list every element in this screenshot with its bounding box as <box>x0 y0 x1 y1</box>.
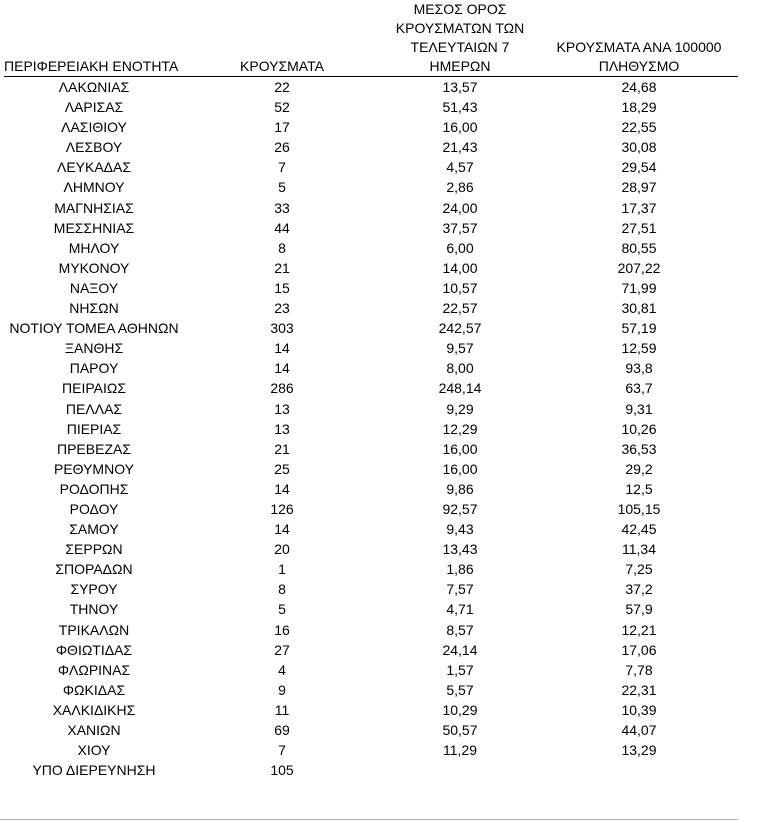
cell-region: ΜΑΓΝΗΣΙΑΣ <box>54 199 134 216</box>
cell-cases: 14 <box>274 480 290 497</box>
cell-region: ΛΑΣΙΘΙΟΥ <box>61 119 127 136</box>
cell-cases: 286 <box>270 380 294 397</box>
cell-region: ΡΟΔΟΥ <box>69 500 119 517</box>
cell-avg7: 9,43 <box>446 521 474 538</box>
table-row <box>4 77 738 98</box>
cell-avg7: 5,57 <box>446 681 474 698</box>
cell-avg7: 24,00 <box>442 199 478 216</box>
table-row <box>4 298 738 318</box>
cell-avg7: 92,57 <box>442 500 478 517</box>
cell-per100k: 17,37 <box>621 199 657 216</box>
cell-region: ΡΕΘΥΜΝΟΥ <box>53 460 134 477</box>
cell-cases: 7 <box>278 159 286 176</box>
cell-cases: 17 <box>274 119 290 136</box>
table-row <box>4 579 738 599</box>
cell-region: ΛΕΣΒΟΥ <box>65 139 123 156</box>
table-row <box>4 358 738 378</box>
header-row <box>4 0 738 77</box>
cell-cases: 9 <box>278 681 286 698</box>
cell-cases: 7 <box>278 742 286 759</box>
cell-avg7: 7,57 <box>446 581 474 598</box>
cell-region: ΤΗΝΟΥ <box>69 601 119 618</box>
cell-avg7: 16,00 <box>442 119 478 136</box>
cell-per100k: 27,51 <box>621 219 657 236</box>
cell-cases: 25 <box>274 460 290 477</box>
cell-per100k: 12,59 <box>621 340 657 357</box>
cell-per100k: 28,97 <box>621 179 657 196</box>
cell-per100k: 93,8 <box>625 360 653 377</box>
cell-region: ΠΡΕΒΕΖΑΣ <box>56 440 131 457</box>
cell-avg7: 9,57 <box>446 340 474 357</box>
cell-avg7: 9,86 <box>446 480 474 497</box>
cell-per100k: 30,81 <box>621 300 657 317</box>
header-per100k: ΚΡΟΥΣΜΑΤΑ ΑΝΑ 100000 ΠΛΗΘΥΣΜΟ <box>540 0 738 77</box>
cell-cases: 13 <box>274 400 290 417</box>
cell-avg7 <box>380 760 540 780</box>
table-row <box>4 137 738 157</box>
cell-avg7: 24,14 <box>442 641 478 658</box>
table-row <box>4 700 738 720</box>
table-row <box>4 439 738 459</box>
table-row <box>4 620 738 640</box>
cell-region: ΛΑΚΩΝΙΑΣ <box>58 79 130 95</box>
cell-cases: 69 <box>274 722 290 738</box>
cell-per100k: 36,53 <box>621 440 657 457</box>
cell-per100k: 13,29 <box>621 742 657 759</box>
cell-avg7: 8,00 <box>446 360 474 377</box>
cell-per100k: 63,7 <box>625 380 653 397</box>
cell-per100k: 207,22 <box>617 259 661 276</box>
cell-per100k: 44,07 <box>621 722 657 738</box>
cell-cases: 23 <box>274 300 290 317</box>
cell-per100k: 42,45 <box>621 521 657 538</box>
cell-cases: 11 <box>274 701 290 718</box>
cell-avg7: 12,29 <box>442 420 478 437</box>
cell-region: ΣΥΡΟΥ <box>70 581 118 598</box>
cell-per100k: 7,78 <box>625 661 653 678</box>
table-row <box>4 157 738 177</box>
cell-per100k: 10,26 <box>621 420 657 437</box>
cell-avg7: 6,00 <box>446 239 474 256</box>
cell-avg7: 1,57 <box>446 661 474 678</box>
table-row <box>4 338 738 358</box>
cell-cases: 26 <box>274 139 290 156</box>
cell-per100k: 105,15 <box>617 500 661 517</box>
cell-region: ΛΕΥΚΑΔΑΣ <box>56 159 132 176</box>
table-row <box>4 479 738 499</box>
cell-cases: 14 <box>274 521 290 538</box>
cell-cases: 22 <box>274 79 290 95</box>
cell-region: ΧΑΝΙΩΝ <box>67 722 121 738</box>
cell-avg7: 242,57 <box>438 320 482 337</box>
cell-cases: 20 <box>274 541 290 558</box>
table-row <box>4 399 738 419</box>
cell-per100k: 7,25 <box>625 561 653 578</box>
table-row <box>4 318 738 338</box>
cell-per100k <box>540 760 738 780</box>
cell-avg7: 9,29 <box>446 400 474 417</box>
cell-avg7: 11,29 <box>443 742 477 759</box>
cell-region: ΠΑΡΟΥ <box>69 360 119 377</box>
cell-region: ΠΙΕΡΙΑΣ <box>66 420 122 437</box>
cell-region: ΣΠΟΡΑΔΩΝ <box>55 561 133 578</box>
cell-region: ΜΥΚΟΝΟΥ <box>58 259 130 276</box>
cell-per100k: 71,99 <box>621 279 657 296</box>
cell-cases: 105 <box>270 762 294 779</box>
header-region: ΠΕΡΙΦΕΡΕΙΑΚΗ ΕΝΟΤΗΤΑ <box>4 0 184 77</box>
table-row <box>4 278 738 298</box>
table-row <box>4 117 738 137</box>
cell-region: ΡΟΔΟΠΗΣ <box>59 480 129 497</box>
cell-cases: 52 <box>274 99 290 116</box>
cell-per100k: 11,34 <box>622 541 656 558</box>
cell-avg7: 21,43 <box>442 139 478 156</box>
cell-avg7: 16,00 <box>442 440 478 457</box>
cell-cases: 1 <box>278 561 286 578</box>
table-row <box>4 378 738 398</box>
cell-avg7: 8,57 <box>446 621 474 638</box>
cell-avg7: 13,43 <box>442 541 478 558</box>
header-cases: ΚΡΟΥΣΜΑΤΑ <box>184 0 380 77</box>
cell-region: ΝΟΤΙΟΥ ΤΟΜΕΑ ΑΘΗΝΩΝ <box>9 320 179 337</box>
table-row <box>4 740 738 760</box>
cell-avg7: 14,00 <box>442 259 478 276</box>
table-row <box>4 499 738 519</box>
cell-per100k: 37,2 <box>625 581 653 598</box>
table-row <box>4 720 738 740</box>
cell-avg7: 4,71 <box>446 601 474 618</box>
table-row <box>4 97 738 117</box>
cell-cases: 303 <box>270 320 294 337</box>
cell-avg7: 10,57 <box>442 279 478 296</box>
cell-avg7: 2,86 <box>446 179 474 196</box>
cell-region: ΧΙΟΥ <box>77 742 111 759</box>
cell-per100k: 57,19 <box>621 320 657 337</box>
cell-cases: 15 <box>274 279 290 296</box>
cell-per100k: 29,2 <box>625 460 653 477</box>
table-row <box>4 640 738 660</box>
cell-avg7: 51,43 <box>442 99 478 116</box>
cell-cases: 8 <box>278 239 286 256</box>
cell-per100k: 12,5 <box>625 480 653 497</box>
cell-avg7: 1,86 <box>446 561 474 578</box>
cell-avg7: 248,14 <box>438 380 482 397</box>
table-body <box>4 77 738 781</box>
cell-cases: 5 <box>278 179 286 196</box>
cell-cases: 44 <box>274 219 290 236</box>
cell-per100k: 30,08 <box>621 139 657 156</box>
table-row <box>4 177 738 197</box>
cases-table <box>4 0 738 780</box>
cell-region: ΜΗΛΟΥ <box>68 239 120 256</box>
cell-cases: 8 <box>278 581 286 598</box>
cell-per100k: 57,9 <box>625 601 653 618</box>
cell-avg7: 4,57 <box>446 159 474 176</box>
cell-cases: 13 <box>274 420 290 437</box>
cell-cases: 5 <box>278 601 286 618</box>
cell-region: ΧΑΛΚΙΔΙΚΗΣ <box>52 701 136 718</box>
cell-cases: 14 <box>274 360 290 377</box>
table-row <box>4 539 738 559</box>
cell-region: ΦΩΚΙΔΑΣ <box>62 681 126 698</box>
cell-cases: 27 <box>274 641 290 658</box>
cell-cases: 21 <box>274 440 290 457</box>
cell-region: ΝΑΞΟΥ <box>69 279 119 296</box>
cell-region: ΣΑΜΟΥ <box>69 521 119 538</box>
table-row <box>4 660 738 680</box>
cell-cases: 21 <box>274 259 290 276</box>
cell-avg7: 16,00 <box>442 460 478 477</box>
table-header <box>4 0 738 77</box>
cell-region: ΛΑΡΙΣΑΣ <box>64 99 124 116</box>
cell-avg7: 37,57 <box>442 219 478 236</box>
table-row <box>4 198 738 218</box>
cell-region: ΛΗΜΝΟΥ <box>63 179 125 196</box>
cell-per100k: 10,39 <box>621 701 657 718</box>
cell-avg7: 50,57 <box>442 722 478 738</box>
table-row <box>4 680 738 700</box>
table-row <box>4 459 738 479</box>
table-row <box>4 760 738 780</box>
table-row <box>4 258 738 278</box>
cell-cases: 14 <box>274 340 290 357</box>
cell-per100k: 29,54 <box>621 159 657 176</box>
cell-cases: 33 <box>274 199 290 216</box>
cell-region: ΤΡΙΚΑΛΩΝ <box>58 621 130 638</box>
cell-region: ΦΛΩΡΙΝΑΣ <box>57 661 131 678</box>
cell-per100k: 17,06 <box>621 641 657 658</box>
cell-cases: 4 <box>278 661 286 678</box>
cell-per100k: 12,21 <box>621 621 657 638</box>
cell-per100k: 80,55 <box>621 239 657 256</box>
cell-region: ΠΕΛΛΑΣ <box>65 400 123 417</box>
cell-region: ΥΠΟ ΔΙΕΡΕΥΝΗΣΗ <box>32 762 156 779</box>
cell-per100k: 24,68 <box>621 79 657 95</box>
cell-region: ΠΕΙΡΑΙΩΣ <box>62 380 126 397</box>
table-row <box>4 559 738 579</box>
table-row <box>4 238 738 258</box>
cell-avg7: 22,57 <box>442 300 478 317</box>
cell-region: ΞΑΝΘΗΣ <box>64 340 124 357</box>
cell-region: ΝΗΣΩΝ <box>69 300 119 317</box>
header-avg7: ΜΕΣΟΣ ΟΡΟΣ ΚΡΟΥΣΜΑΤΩΝ ΤΩΝ ΤΕΛΕΥΤΑΙΩΝ 7 ΗΜΕΡΩΝ <box>380 0 540 77</box>
cell-region: ΦΘΙΩΤΙΔΑΣ <box>55 641 133 658</box>
cell-per100k: 22,55 <box>621 119 657 136</box>
cell-per100k: 22,31 <box>621 681 657 698</box>
table-row <box>4 218 738 238</box>
table-row <box>4 599 738 619</box>
cell-cases: 126 <box>270 500 294 517</box>
page-bottom-divider <box>0 819 738 820</box>
cell-cases: 16 <box>274 621 290 638</box>
table-row <box>4 519 738 539</box>
table-row <box>4 419 738 439</box>
cell-avg7: 10,29 <box>442 701 478 718</box>
cell-region: ΜΕΣΣΗΝΙΑΣ <box>53 219 135 236</box>
cell-avg7: 13,57 <box>442 79 478 95</box>
cell-per100k: 18,29 <box>621 99 657 116</box>
cell-per100k: 9,31 <box>625 400 653 417</box>
cell-region: ΣΕΡΡΩΝ <box>65 541 123 558</box>
